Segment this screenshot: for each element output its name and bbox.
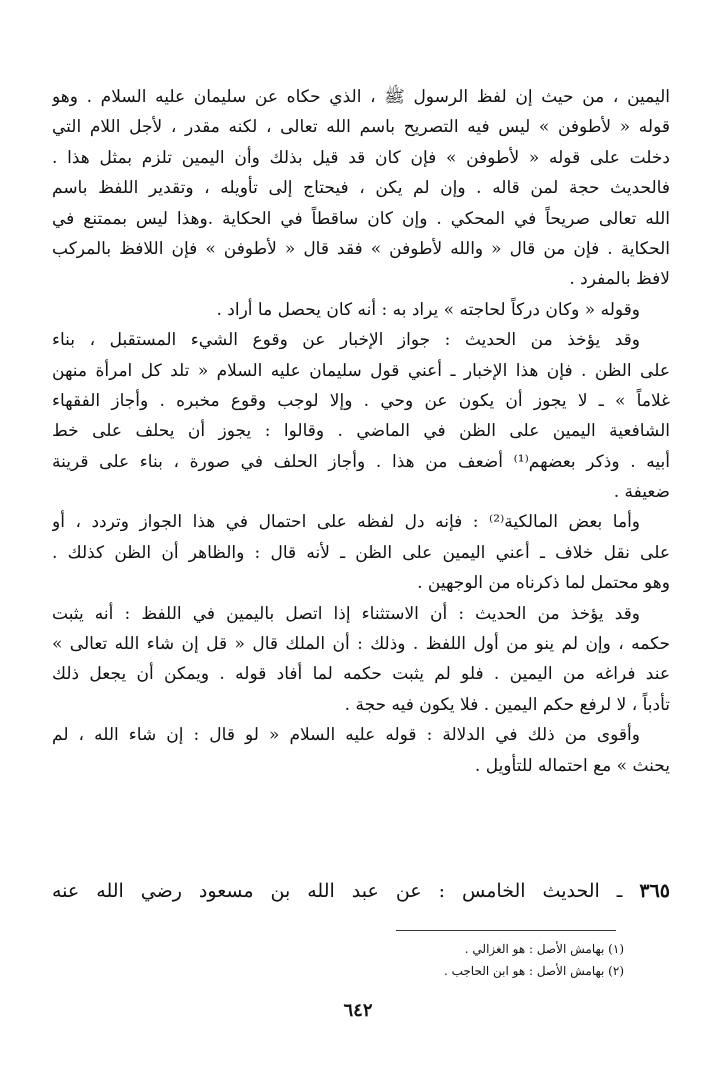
text-line: يحنث » مع احتماله للتأويل . [474,755,670,776]
page-number: ٦٤٢ [343,1000,373,1021]
text-line: وقد يؤخذ من الحديث : جواز الإخبار عن وقوع الشيء المستقبل ، بناء [52,330,640,351]
footnote-divider [396,930,616,931]
text-line: دخلت على قوله « لأطوفن » فإن كان قد قيل بذلك وأن اليمين تلزم بمثل هذا . [52,147,670,168]
text-line: قوله « لأطوفن » ليس فيه التصريح باسم الله تعالى ، لكنه مقدر ، لأجل اللام التي [52,117,670,138]
text-line: حكمه ، وإن لم ينو من أول اللفظ . وذلك : أن الملك قال « قل إن شاء الله تعالى » [52,634,670,655]
text-line: وهو محتمل لما ذكرناه من الوجهين . [417,573,670,594]
text-line: وقد يؤخذ من الحديث : أن الاستثناء إذا اتصل باليمين في اللفظ : أنه يثبت [52,603,640,624]
hadith-number: ٣٦٥ [639,880,670,902]
body-text [52,82,670,781]
text-line: ضعيفة . [613,482,670,503]
text-line: لافظ بالمفرد . [569,269,670,290]
text-line: فالحديث حجة لمن قاله . وإن لم يكن ، فيحتاج إلى تأويله ، وتقدير اللفظ باسم [52,178,670,199]
text-line: أبيه . وذكر بعضهم⁽¹⁾ أضعف من هذا . وأجاز الحلف في صورة ، بناء على قرينة [52,451,670,472]
text-line: الحكاية . فإن من قال « والله لأطوفن » فقد قال « لأطوفن » فإن اللافظ بالمركب [52,238,670,259]
text-line: اليمين ، من حيث إن لفظ الرسول ﷺ ، الذي حكاه عن سليمان عليه السلام . وهو [52,87,670,107]
footnote: (٢) بهامش الأصل : هو ابن الحاجب . [443,964,624,978]
text-line: تأدباً ، لا لرفع حكم اليمين . فلا يكون فيه حجة . [344,694,670,715]
text-line: على نقل خلاف ـ أعني اليمين على الظن ـ لأنه قال : والظاهر أن الظن كذلك . [52,542,670,563]
text-line: عند فراغه من اليمين . فلو لم يثبت حكمه لما أفاد قوله . ويمكن أن يجعل ذلك [52,664,670,685]
text-line: على الظن . فإن هذا الإخبار ـ أعني قول سليمان عليه السلام « تلد كل امرأة منهن [52,360,670,381]
text-line: غلاماً » ـ لا يجوز أن يكون عن وحي . وإلا لوجب وقوع مخبره . وأجاز الفقهاء [52,390,670,411]
footnote: (١) بهامش الأصل : هو الغزالي . [464,942,624,956]
text-line: الشافعية اليمين على الظن في الماضي . وقالوا : يجوز أن يحلف على خط [52,421,670,442]
hadith-heading-text: ـ الحديث الخامس : عن عبد الله بن مسعود رضي الله عنه [52,880,623,902]
text-line: وأقوى من ذلك في الدلالة : قوله عليه السلام « لو قال : إن شاء الله ، لم [52,725,640,746]
footnotes [444,938,624,982]
text-line: الله تعالى صريحاً في المحكي . وإن كان ساقطاً في الحكاية .وهذا ليس بممتنع في [52,208,670,229]
text-line: وقوله « وكان دركاً لحاجته » يراد به : أنه كان يحصل ما أراد . [216,299,640,320]
hadith-heading [52,876,670,906]
text-line: وأما بعض المالكية⁽²⁾ : فإنه دل لفظه على احتمال في هذا الجواز وتردد ، أو [52,512,641,533]
